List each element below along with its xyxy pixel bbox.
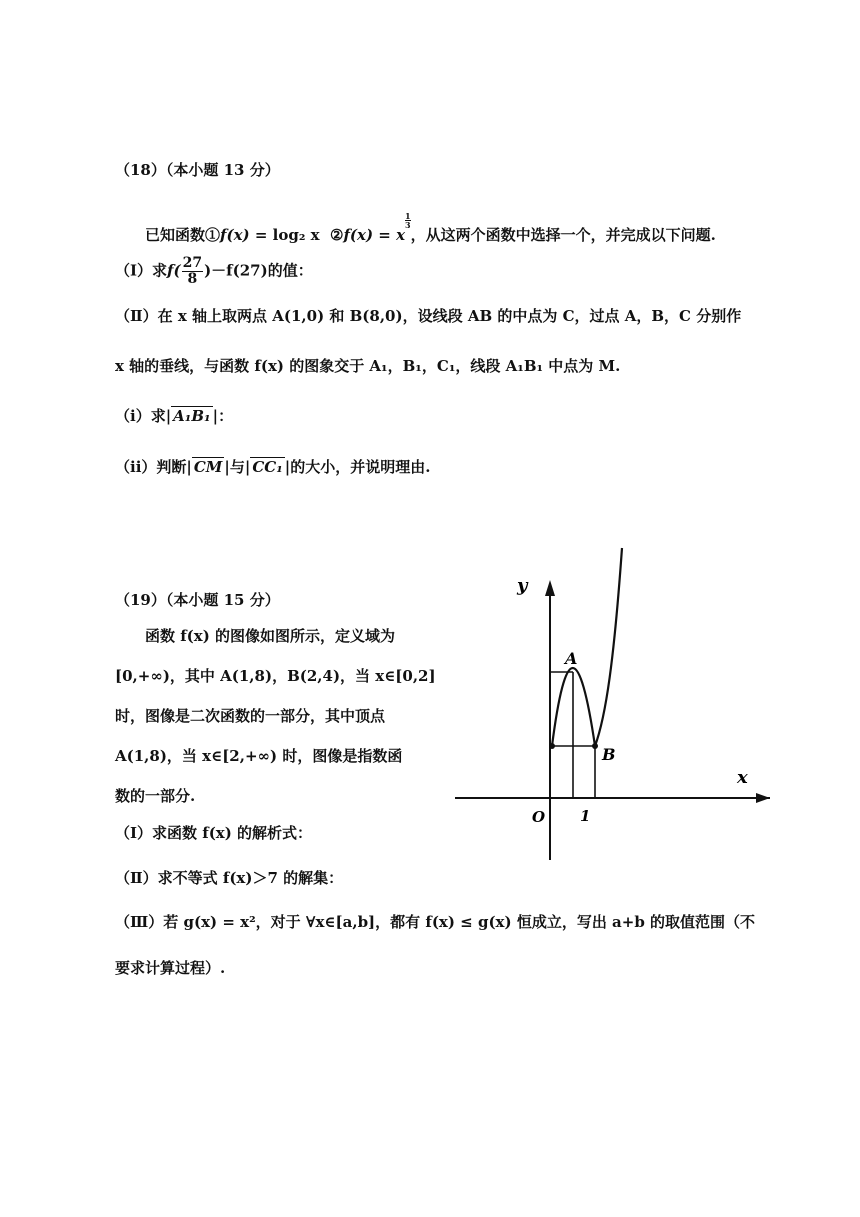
- q18-intro: [145, 212, 716, 245]
- q18-subpart-ii-vector1: CM: [193, 458, 223, 476]
- q18-f2-lhs: f(x) = x: [343, 226, 406, 244]
- q18-f2-exp-num: 1: [405, 211, 411, 221]
- q18-subpart-i-prefix: （i）求|: [115, 407, 172, 425]
- q18-part1-den: 8: [187, 271, 198, 287]
- tick-label-1: 1: [580, 807, 591, 825]
- q18-header: （18）（本小题 13 分）: [115, 161, 280, 179]
- q18-subpart-ii-suffix: |的大小，并说明理由.: [284, 458, 431, 476]
- q18-subpart-i-suffix: |：: [212, 407, 234, 425]
- q19-line5: 数的一部分.: [115, 787, 196, 805]
- point-b-label: B: [602, 745, 616, 764]
- q18-subpart-i-vector: A₁B₁: [173, 407, 211, 425]
- q19-line3: 时，图像是二次函数的一部分，其中顶点: [115, 707, 386, 725]
- point-y-intercept: [549, 743, 555, 749]
- x-axis-label: x: [737, 767, 748, 788]
- q19-part1: （Ⅰ）求函数 f(x) 的解析式：: [115, 824, 313, 842]
- q18-part1-rest: )－f(27)的值：: [204, 261, 313, 280]
- point-a-label: A: [565, 649, 578, 668]
- q18-f1-lhs: f(x) =: [220, 226, 273, 244]
- q18-part1-f: f(: [167, 261, 181, 280]
- q18-intro-a: 已知函数①: [145, 226, 221, 244]
- q19-header: （19）（本小题 15 分）: [115, 591, 280, 609]
- y-axis-label: y: [517, 575, 528, 596]
- q19-line4: A(1,8)，当 x∈[2,+∞) 时，图像是指数函: [115, 747, 403, 765]
- q19-part3-line2: 要求计算过程）.: [115, 959, 226, 977]
- q19-part3-line1: （Ⅲ）若 g(x) = x²，对于 ∀x∈[a,b]，都有 f(x) ≤ g(x) 恒成立，写出 a+b 的取值范围（不: [115, 913, 756, 931]
- q18-part1-fraction: [182, 256, 203, 287]
- parabola-curve: [552, 668, 595, 746]
- q18-subpart-ii-prefix: （ii）判断|: [115, 458, 192, 476]
- q18-part1: [115, 256, 313, 287]
- q18-part2-line2: x 轴的垂线，与函数 f(x) 的图象交于 A₁，B₁，C₁，线段 A₁B₁ 中点为 M.: [115, 357, 621, 375]
- x-axis-arrow: [756, 793, 770, 803]
- q18-part1-num: 27: [182, 255, 203, 271]
- origin-label: O: [532, 808, 546, 826]
- q18-f1-rhs: log₂ x: [272, 226, 320, 244]
- point-b: [592, 743, 598, 749]
- q18-f2-exp-den: 3: [405, 220, 411, 230]
- q18-subpart-ii-mid: |与|: [224, 458, 251, 476]
- q18-intro-c: ，从这两个函数中选择一个，并完成以下问题.: [410, 226, 716, 244]
- q18-part2-line1: （Ⅱ）在 x 轴上取两点 A(1,0) 和 B(8,0)，设线段 AB 的中点为 C，过点 A，B，C 分别作: [115, 307, 742, 325]
- q18-subpart-ii: [115, 457, 430, 477]
- q18-intro-b: ②: [330, 226, 344, 244]
- q18-part1-prefix: （Ⅰ）求: [115, 261, 168, 280]
- y-axis-arrow: [545, 580, 555, 596]
- q19-line2: [0,+∞)，其中 A(1,8)，B(2,4)，当 x∈[0,2]: [115, 667, 436, 685]
- q19-line1: 函数 f(x) 的图像如图所示，定义域为: [145, 627, 396, 645]
- q18-subpart-ii-vector2: CC₁: [252, 458, 283, 476]
- q19-part2: （Ⅱ）求不等式 f(x)＞7 的解集：: [115, 869, 344, 887]
- q18-subpart-i: [115, 406, 233, 426]
- exponential-curve: [595, 548, 622, 746]
